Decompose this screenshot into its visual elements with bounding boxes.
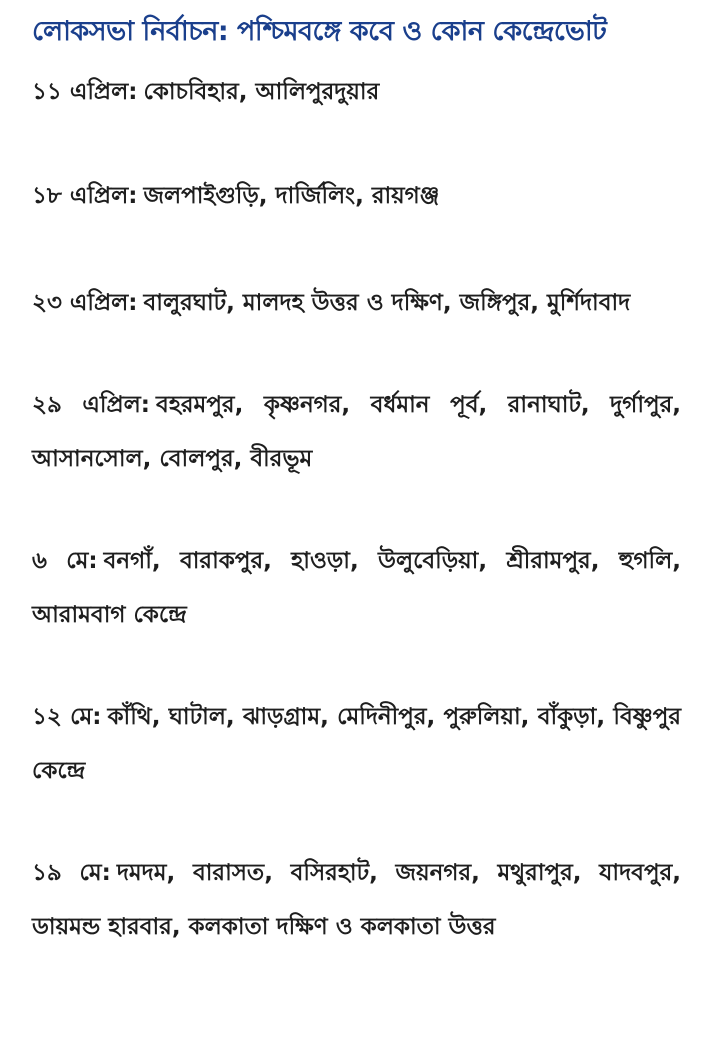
schedule-places: কোচবিহার, আলিপুরদুয়ার: [143, 79, 380, 105]
schedule-entry: [32, 172, 681, 220]
schedule-entry: [32, 846, 681, 954]
schedule-entry: [32, 276, 681, 330]
schedule-date: ২৩ এপ্রিল:: [32, 290, 138, 316]
schedule-list: [32, 68, 681, 954]
headline: লোকসভা নির্বাচন: পশ্চিমবঙ্গে কবে ও কোন কেন্দ্রেভোট: [32, 16, 607, 47]
schedule-entry: [32, 534, 681, 642]
schedule-date: ১২ মে:: [32, 704, 102, 730]
schedule-places: বনগাঁ, বারাকপুর, হাওড়া, উলুবেড়িয়া, শ্রীরামপুর, হুগলি, আরামবাগ কেন্দ্রে: [32, 548, 682, 628]
schedule-places: কাঁথি, ঘাটাল, ঝাড়গ্রাম, মেদিনীপুর, পুরুলিয়া, বাঁকুড়া, বিষ্ণুপুর কেন্দ্রে: [32, 704, 681, 784]
schedule-date: ১১ এপ্রিল:: [32, 79, 138, 105]
schedule-places: বালুরঘাট, মালদহ উত্তর ও দক্ষিণ, জঙ্গিপুর, মুর্শিদাবাদ: [143, 290, 631, 316]
schedule-entry: [32, 378, 681, 486]
schedule-places: দমদম, বারাসত, বসিরহাট, জয়নগর, মথুরাপুর, যাদবপুর, ডায়মন্ড হারবার, কলকাতা দক্ষিণ ও কলকাতা উত্তর: [32, 860, 681, 940]
schedule-entry: [32, 68, 681, 116]
schedule-date: ১৮ এপ্রিল:: [32, 183, 138, 209]
schedule-date: ৬ মে:: [32, 548, 98, 574]
schedule-date: ১৯ মে:: [32, 860, 111, 886]
schedule-places: জলপাইগুড়ি, দার্জিলিং, রায়গঞ্জ: [143, 183, 440, 209]
schedule-date: ২৯ এপ্রিল:: [32, 392, 151, 418]
schedule-places: বহরমপুর, কৃষ্ণনগর, বর্ধমান পূর্ব, রানাঘাট, দুর্গাপুর, আসানসোল, বোলপুর, বীরভূম: [32, 392, 682, 472]
schedule-entry: [32, 690, 681, 798]
